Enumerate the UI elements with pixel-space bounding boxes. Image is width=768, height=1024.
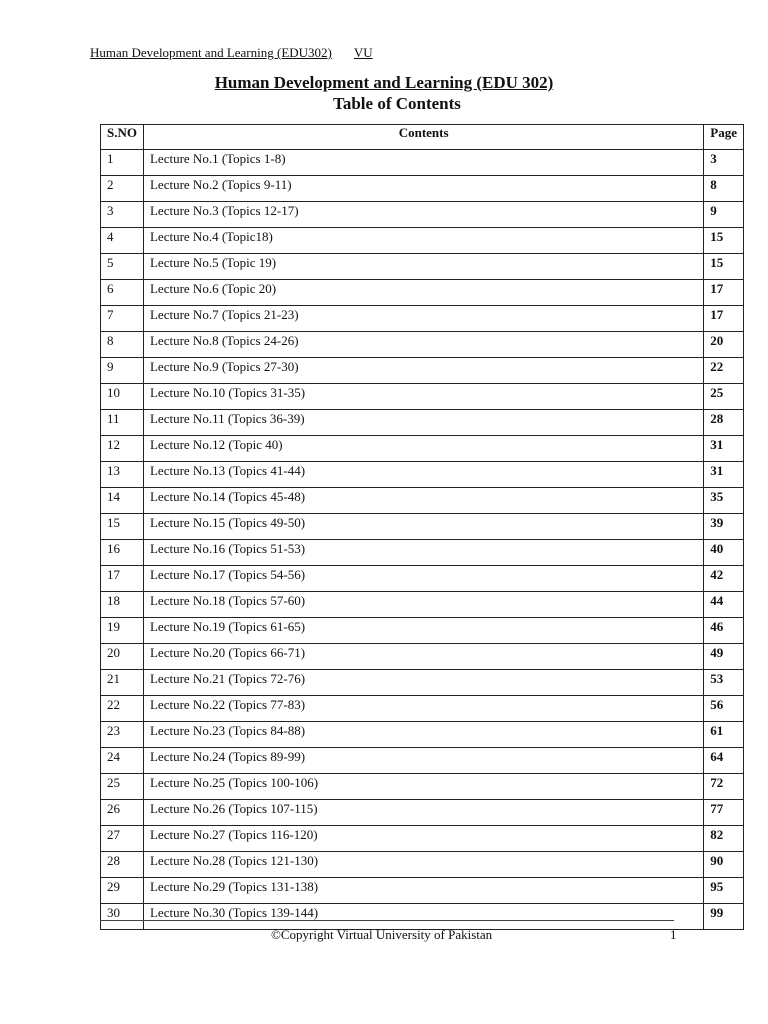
contents-cell: Lecture No.16 (Topics 51-53)	[143, 540, 703, 566]
table-row	[101, 332, 744, 358]
table-row	[101, 514, 744, 540]
contents-cell: Lecture No.13 (Topics 41-44)	[143, 462, 703, 488]
page-cell: 42	[704, 566, 744, 592]
contents-cell: Lecture No.20 (Topics 66-71)	[143, 644, 703, 670]
sno-cell: 17	[101, 566, 144, 592]
sno-cell: 5	[101, 254, 144, 280]
header-page: Page	[704, 125, 744, 150]
page-cell: 44	[704, 592, 744, 618]
contents-cell: Lecture No.18 (Topics 57-60)	[143, 592, 703, 618]
sno-cell: 2	[101, 176, 144, 202]
contents-cell: Lecture No.15 (Topics 49-50)	[143, 514, 703, 540]
contents-cell: Lecture No.9 (Topics 27-30)	[143, 358, 703, 384]
table-row	[101, 722, 744, 748]
page-cell: 72	[704, 774, 744, 800]
contents-cell: Lecture No.28 (Topics 121-130)	[143, 852, 703, 878]
table-row	[101, 384, 744, 410]
table-row	[101, 436, 744, 462]
running-header	[90, 45, 373, 61]
document-subtitle: Table of Contents	[333, 94, 461, 113]
running-header-title: Human Development and Learning (EDU302)	[90, 45, 332, 60]
contents-cell: Lecture No.17 (Topics 54-56)	[143, 566, 703, 592]
sno-cell: 7	[101, 306, 144, 332]
sno-cell: 14	[101, 488, 144, 514]
table-row	[101, 150, 744, 176]
document-heading	[0, 72, 768, 114]
page-cell: 3	[704, 150, 744, 176]
table-row	[101, 566, 744, 592]
sno-cell: 10	[101, 384, 144, 410]
sno-cell: 15	[101, 514, 144, 540]
table-row	[101, 644, 744, 670]
contents-cell: Lecture No.25 (Topics 100-106)	[143, 774, 703, 800]
sno-cell: 9	[101, 358, 144, 384]
sno-cell: 20	[101, 644, 144, 670]
sno-cell: 25	[101, 774, 144, 800]
sno-cell: 21	[101, 670, 144, 696]
table-row	[101, 696, 744, 722]
sno-cell: 4	[101, 228, 144, 254]
page-cell: 95	[704, 878, 744, 904]
sno-cell: 8	[101, 332, 144, 358]
table-body	[101, 150, 744, 930]
sno-cell: 12	[101, 436, 144, 462]
table-row	[101, 800, 744, 826]
page-cell: 31	[704, 462, 744, 488]
running-header-institution: VU	[353, 45, 373, 60]
contents-cell: Lecture No.24 (Topics 89-99)	[143, 748, 703, 774]
contents-cell: Lecture No.14 (Topics 45-48)	[143, 488, 703, 514]
table-row	[101, 254, 744, 280]
table-row	[101, 280, 744, 306]
page-cell: 77	[704, 800, 744, 826]
sno-cell: 3	[101, 202, 144, 228]
page-cell: 22	[704, 358, 744, 384]
contents-cell: Lecture No.10 (Topics 31-35)	[143, 384, 703, 410]
table-row	[101, 904, 744, 930]
contents-cell: Lecture No.11 (Topics 36-39)	[143, 410, 703, 436]
page-cell: 8	[704, 176, 744, 202]
page-cell: 15	[704, 254, 744, 280]
contents-cell: Lecture No.26 (Topics 107-115)	[143, 800, 703, 826]
contents-cell: Lecture No.21 (Topics 72-76)	[143, 670, 703, 696]
table-row	[101, 852, 744, 878]
page-cell: 40	[704, 540, 744, 566]
footer-page-number: 1	[670, 927, 677, 942]
table-row	[101, 306, 744, 332]
page-cell: 46	[704, 618, 744, 644]
contents-cell: Lecture No.1 (Topics 1-8)	[143, 150, 703, 176]
header-sno: S.NO	[101, 125, 144, 150]
table-row	[101, 228, 744, 254]
contents-cell: Lecture No.6 (Topic 20)	[143, 280, 703, 306]
page-cell: 90	[704, 852, 744, 878]
sno-cell: 26	[101, 800, 144, 826]
page-cell: 35	[704, 488, 744, 514]
page-cell: 15	[704, 228, 744, 254]
sno-cell: 11	[101, 410, 144, 436]
contents-cell: Lecture No.4 (Topic18)	[143, 228, 703, 254]
page-cell: 17	[704, 306, 744, 332]
page-cell: 56	[704, 696, 744, 722]
contents-cell: Lecture No.22 (Topics 77-83)	[143, 696, 703, 722]
contents-cell: Lecture No.19 (Topics 61-65)	[143, 618, 703, 644]
contents-cell: Lecture No.7 (Topics 21-23)	[143, 306, 703, 332]
page-cell: 82	[704, 826, 744, 852]
sno-cell: 30	[101, 904, 144, 930]
page-cell: 31	[704, 436, 744, 462]
sno-cell: 18	[101, 592, 144, 618]
table-row	[101, 878, 744, 904]
sno-cell: 19	[101, 618, 144, 644]
page-cell: 25	[704, 384, 744, 410]
table-row	[101, 670, 744, 696]
table-header-row	[101, 125, 744, 150]
sno-cell: 6	[101, 280, 144, 306]
table-row	[101, 462, 744, 488]
table-row	[101, 540, 744, 566]
document-title: Human Development and Learning (EDU 302)	[214, 73, 554, 92]
sno-cell: 1	[101, 150, 144, 176]
page-cell: 17	[704, 280, 744, 306]
sno-cell: 16	[101, 540, 144, 566]
contents-cell: Lecture No.29 (Topics 131-138)	[143, 878, 703, 904]
contents-cell: Lecture No.23 (Topics 84-88)	[143, 722, 703, 748]
table-row	[101, 410, 744, 436]
table-row	[101, 176, 744, 202]
page-cell: 39	[704, 514, 744, 540]
sno-cell: 13	[101, 462, 144, 488]
page-cell: 53	[704, 670, 744, 696]
table-of-contents	[100, 124, 744, 930]
contents-cell: Lecture No.3 (Topics 12-17)	[143, 202, 703, 228]
table-row	[101, 202, 744, 228]
footer-copyright: ©Copyright Virtual University of Pakistan	[271, 927, 493, 942]
sno-cell: 23	[101, 722, 144, 748]
page-cell: 99	[704, 904, 744, 930]
sno-cell: 22	[101, 696, 144, 722]
contents-cell: Lecture No.27 (Topics 116-120)	[143, 826, 703, 852]
contents-cell: Lecture No.8 (Topics 24-26)	[143, 332, 703, 358]
table-row	[101, 774, 744, 800]
sno-cell: 24	[101, 748, 144, 774]
table-row	[101, 826, 744, 852]
table-row	[101, 488, 744, 514]
page-cell: 20	[704, 332, 744, 358]
contents-cell: Lecture No.5 (Topic 19)	[143, 254, 703, 280]
footer-divider	[100, 920, 674, 921]
contents-cell: Lecture No.2 (Topics 9-11)	[143, 176, 703, 202]
table-row	[101, 748, 744, 774]
sno-cell: 29	[101, 878, 144, 904]
page-cell: 64	[704, 748, 744, 774]
contents-cell: Lecture No.30 (Topics 139-144)	[143, 904, 703, 930]
table-row	[101, 592, 744, 618]
table-row	[101, 358, 744, 384]
page-cell: 49	[704, 644, 744, 670]
header-contents: Contents	[143, 125, 703, 150]
sno-cell: 28	[101, 852, 144, 878]
page-cell: 61	[704, 722, 744, 748]
table-row	[101, 618, 744, 644]
page-cell: 9	[704, 202, 744, 228]
page-cell: 28	[704, 410, 744, 436]
sno-cell: 27	[101, 826, 144, 852]
contents-cell: Lecture No.12 (Topic 40)	[143, 436, 703, 462]
